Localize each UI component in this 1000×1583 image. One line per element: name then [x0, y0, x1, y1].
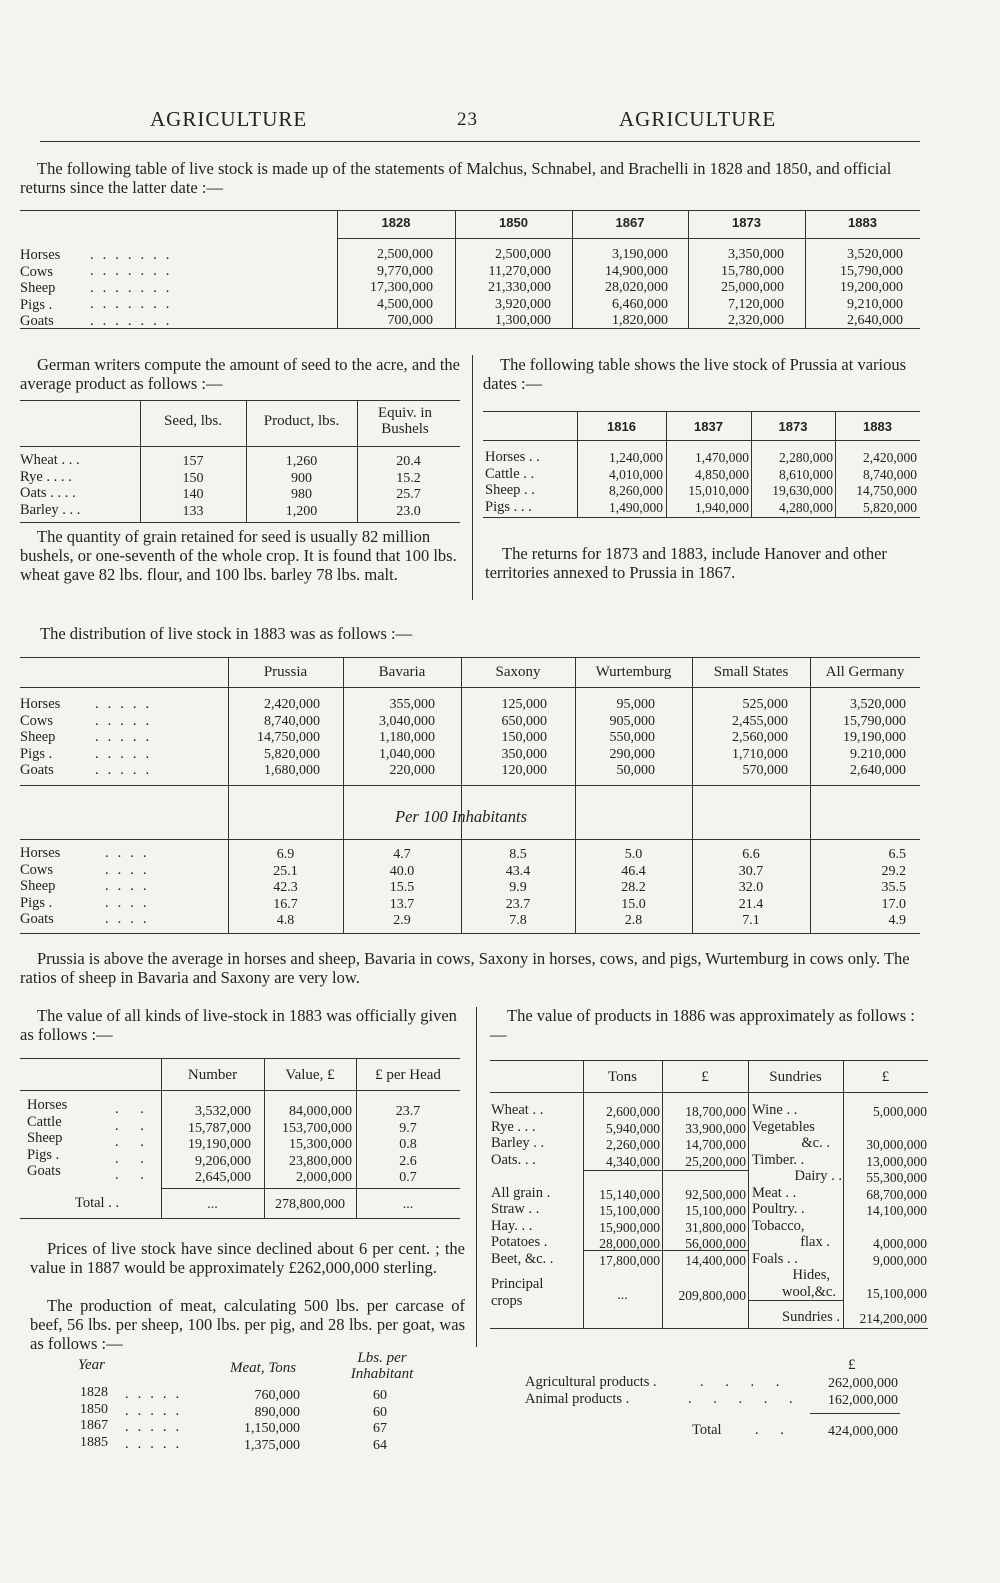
table-row: Sheep .......: [20, 280, 179, 296]
prices-note: Prices of live stock have since declined about 6 per cent. ; the value in 1887 would be approximately £262,000,000 sterling.: [30, 1239, 465, 1277]
meat-header-lbs: Lbs. per Inhabitant: [350, 1350, 414, 1382]
table-row: Potatoes .: [491, 1234, 548, 1250]
meat-col-year: [80, 1385, 108, 1451]
products-col-sundries-value: 5,000,000 30,000,000 13,000,000 55,300,000 68,700,000 14,100,000 4,000,000 9,000,000 15,100,000: [866, 1104, 927, 1301]
table1-year-1828: 1828: [381, 215, 411, 230]
table-row: 1885: [80, 1434, 108, 1450]
seed-intro: German writers compute the amount of seed to the acre, and the average product as follows :—: [20, 355, 460, 393]
products-col-tons: 2,600,000 5,940,000 2,260,000 4,340,000 15,140,000 15,100,000 15,900,000 28,000,000 17,800,000: [599, 1104, 660, 1268]
value-total-label: Total . .: [75, 1195, 120, 1211]
header-rule: [40, 141, 920, 142]
table-row: Sheep: [27, 1130, 63, 1146]
table-row: Cows: [20, 861, 54, 878]
per-100-col-saxony: 8.5 43.4 9.9 23.7 7.8: [505, 847, 531, 928]
distribution-header-prussia: Prussia: [263, 664, 308, 680]
table-row: Oats . . . .: [20, 485, 76, 501]
distribution-header-all-germany: All Germany: [825, 664, 905, 680]
prussia-note: The returns for 1873 and 1883, include Hanover and other territories annexed to Prussia in 1867.: [485, 544, 887, 582]
seed-header-bushels: Equiv. in Bushels: [377, 405, 433, 437]
table1-labels: [20, 247, 340, 330]
prussia-col-1816: 1,240,000 4,010,000 8,260,000 1,490,000: [609, 450, 663, 515]
per-100-col-prussia: 6.9 25.1 42.3 16.7 4.8: [273, 847, 298, 928]
meat-note: The production of meat, calculating 500 lbs. per carcase of beef, 56 lbs. per sheep, 100 lbs. per pig, and 28 lbs. per goat, was as follows :—: [30, 1296, 465, 1353]
summary-total-label: Total: [692, 1422, 722, 1438]
table-row: Oats. . .: [491, 1151, 536, 1168]
table-row: [491, 1168, 583, 1185]
per-100-col-wurtemburg: 5.0 46.4 28.2 15.0 2.8: [621, 847, 646, 928]
summary-agricultural-label: Agricultural products .: [525, 1374, 657, 1390]
products-principal-tons: ...: [617, 1288, 628, 1303]
page-number: 23: [457, 109, 478, 130]
products-header-tons: Tons: [608, 1069, 637, 1085]
table-row: Sheep: [20, 729, 56, 745]
table1-year-1883: 1883: [848, 215, 877, 230]
distribution-col-all-germany: 3,520,000 15,790,000 19,190,000 9.210,000 2,640,000: [843, 697, 906, 778]
table-row: Cows .......: [20, 263, 179, 280]
products-sundries-total-label: Sundries .: [782, 1309, 840, 1325]
prussia-labels: [485, 449, 577, 515]
products-header-sundries: Sundries: [769, 1069, 822, 1085]
distribution-intro: The distribution of live stock in 1883 was as follows :—: [40, 624, 413, 643]
table-row: Goats: [20, 762, 54, 778]
value-header-value: Value, £: [285, 1067, 335, 1083]
table-row: Goats: [20, 911, 54, 927]
table-row: Horses .......: [20, 247, 179, 263]
table-row: Beet, &c. .: [491, 1250, 554, 1267]
table-row: Pigs . .......: [20, 296, 179, 313]
distribution-header-bavaria: Bavaria: [378, 664, 426, 680]
value-col-number: 3,532,000 15,787,000 19,190,000 9,206,000 2,645,000: [188, 1104, 251, 1185]
prussia-intro: The following table shows the live stock of Prussia at various dates :—: [483, 355, 907, 393]
per-100-col-small-states: 6.6 30.7 32.0 21.4 7.1: [738, 847, 764, 928]
value-col-per-head: 23.7 9.7 0.8 2.6 0.7: [395, 1104, 421, 1185]
table-row: Rye . . .: [491, 1118, 536, 1135]
table-row: Straw . .: [491, 1201, 540, 1217]
value-stock-intro: The value of all kinds of live-stock in 1883 was officially given as follows :—: [20, 1006, 457, 1044]
table1-col-1873: 3,350,000 15,780,000 25,000,000 7,120,000 2,320,000: [721, 247, 784, 328]
value-header-number: Number: [187, 1067, 238, 1083]
table-row: Pigs .: [20, 745, 53, 762]
table-row: Sheep: [20, 878, 56, 894]
products-col-sundries: Wine . . Vegetables &c. . Timber. . Dairy . . Meat . . Poultry. . Tobacco, flax . Foals . . Hides, wool,&c.: [752, 1102, 842, 1300]
value-header-per-head: £ per Head: [375, 1067, 441, 1083]
meat-col-tons: 760,000 890,000 1,150,000 1,375,000: [244, 1388, 300, 1453]
products-labels: [491, 1102, 583, 1267]
value-total-per-head: ...: [402, 1197, 414, 1212]
table1-col-1828: 2,500,000 9,770,000 17,300,000 4,500,000 700,000: [370, 247, 433, 328]
table-row: Rye . . . .: [20, 468, 72, 485]
table-row: Barley . .: [491, 1135, 545, 1151]
table1-top-rule: [20, 210, 920, 211]
seed-note: The quantity of grain retained for seed is usually 82 million bushels, or one-seventh of the whole crop. It is found that 100 lbs. wheat gave 82 lbs. flour, and 100 lbs. barley 78 lbs. malt.: [20, 527, 457, 584]
products-principal-crops: Principal crops: [491, 1276, 544, 1309]
table-row: 1867: [80, 1418, 108, 1433]
distribution-note: Prussia is above the average in horses and sheep, Bavaria in cows, Saxony in horses, cows, and pigs, Wurtemburg in cows only. The ratios of sheep in Bavaria and Saxony are very low.: [20, 949, 910, 987]
seed-labels: [20, 452, 140, 518]
table1-col-1850: 2,500,000 11,270,000 21,330,000 3,920,000 1,300,000: [488, 247, 551, 328]
summary-animal-label: Animal products .: [525, 1391, 630, 1407]
seed-col-seed: 157 150 140 133: [182, 454, 204, 519]
per-100-col-bavaria: 4.7 40.0 15.5 13.7 2.9: [389, 847, 415, 928]
column-divider: [472, 355, 473, 600]
table-row: All grain .: [491, 1184, 551, 1201]
header-left: AGRICULTURE: [150, 107, 308, 131]
prussia-year-1816: 1816: [607, 419, 636, 434]
table-row: Barley . . .: [20, 501, 81, 518]
summary-currency: £: [848, 1357, 856, 1373]
table-row: Horses: [27, 1097, 68, 1113]
summary-animal-value: 162,000,000: [828, 1393, 898, 1408]
lower-column-divider: [476, 1007, 477, 1347]
prussia-col-1883: 2,420,000 8,740,000 14,750,000 5,820,000: [856, 450, 917, 515]
meat-header-year: Year: [78, 1357, 105, 1373]
distribution-col-prussia: 2,420,000 8,740,000 14,750,000 5,820,000 1,680,000: [257, 697, 320, 778]
table-row: Pigs .: [20, 894, 53, 911]
distribution-col-bavaria: 355,000 3,040,000 1,180,000 1,040,000 220,000: [379, 697, 435, 778]
per-100-col-all-germany: 6.5 29.2 35.5 17.0 4.9: [881, 847, 906, 928]
table1-col-1867: 3,190,000 14,900,000 28,020,000 6,460,000 1,820,000: [605, 247, 668, 328]
table1-year-1850: 1850: [499, 215, 528, 230]
prussia-year-1883: 1883: [863, 419, 892, 434]
table-row: Horses: [20, 696, 61, 712]
header-right: AGRICULTURE: [619, 107, 777, 131]
seed-header-seed: Seed, lbs.: [164, 413, 222, 429]
per-100-caption: Per 100 Inhabitants: [395, 807, 527, 826]
table-row: Cattle . .: [485, 465, 535, 482]
table-row: 1828: [80, 1385, 108, 1400]
table-row: Horses . .: [485, 449, 540, 465]
products-header-sundries-value: £: [881, 1069, 890, 1085]
table-row: Sheep . .: [485, 482, 535, 498]
seed-col-bushels: 20.4 15.2 25.7 23.0: [396, 454, 421, 519]
seed-header-product: Product, lbs.: [263, 413, 340, 429]
prussia-year-1873: 1873: [778, 419, 808, 434]
table-row: Wheat . . .: [20, 452, 80, 468]
prussia-year-1837: 1837: [694, 419, 723, 434]
distribution-header-small-states: Small States: [713, 664, 789, 680]
prussia-col-1837: 1,470,000 4,850,000 15,010,000 1,940,000: [688, 450, 749, 515]
table-row: Hay. . .: [491, 1217, 533, 1234]
distribution-col-small-states: 525,000 2,455,000 2,560,000 1,710,000 570,000: [732, 697, 788, 778]
distribution-header-saxony: Saxony: [495, 664, 541, 680]
table-row: Wheat . .: [491, 1102, 544, 1118]
summary-agricultural-value: 262,000,000: [828, 1376, 898, 1391]
products-header-value: £: [701, 1069, 709, 1085]
intro-paragraph: The following table of live stock is made up of the statements of Malchus, Schnabel, and Brachelli in 1828 and 1850, and official returns since the latter date :—: [20, 159, 892, 197]
distribution-col-saxony: 125,000 650,000 150,000 350,000 120,000: [501, 697, 547, 778]
meat-col-lbs: 60 60 67 64: [373, 1388, 387, 1453]
value-col-value: 84,000,000 153,700,000 15,300,000 23,800,000 2,000,000: [282, 1104, 352, 1185]
summary-total-value: 424,000,000: [828, 1424, 898, 1439]
table1-year-1873: 1873: [732, 215, 761, 230]
value-total-value: 278,800,000: [275, 1197, 345, 1212]
table-row: Goats .......: [20, 313, 179, 329]
distribution-header-wurtemburg: Wurtemburg: [595, 664, 672, 680]
table-row: 1850: [80, 1401, 108, 1417]
table-row: Pigs .: [27, 1146, 60, 1163]
meat-header-tons: Meat, Tons: [230, 1360, 297, 1376]
table1-year-1867: 1867: [615, 215, 645, 230]
table-row: Pigs . . .: [485, 498, 532, 515]
products-col-value: 18,700,000 33,900,000 14,700,000 25,200,000 92,500,000 15,100,000 31,800,000 56,000,000 14,400,000: [685, 1104, 746, 1268]
seed-col-product: 1,260 900 980 1,200: [285, 454, 318, 519]
products-principal-value: 209,800,000: [678, 1288, 746, 1303]
table-row: Cows: [20, 712, 54, 729]
table-row: Goats: [27, 1163, 61, 1179]
products-sundries-total: 214,200,000: [859, 1311, 927, 1326]
table-row: Cattle: [27, 1113, 62, 1130]
prussia-col-1873: 2,280,000 8,610,000 19,630,000 4,280,000: [772, 450, 833, 515]
table1-col-1883: 3,520,000 15,790,000 19,200,000 9,210,000 2,640,000: [840, 247, 903, 328]
table-row: Horses: [20, 845, 61, 861]
distribution-col-wurtemburg: 95,000 905,000 550,000 290,000 50,000: [609, 697, 655, 778]
value-total-number: ...: [207, 1197, 218, 1212]
products-intro: The value of products in 1886 was approximately as follows :—: [490, 1006, 915, 1044]
